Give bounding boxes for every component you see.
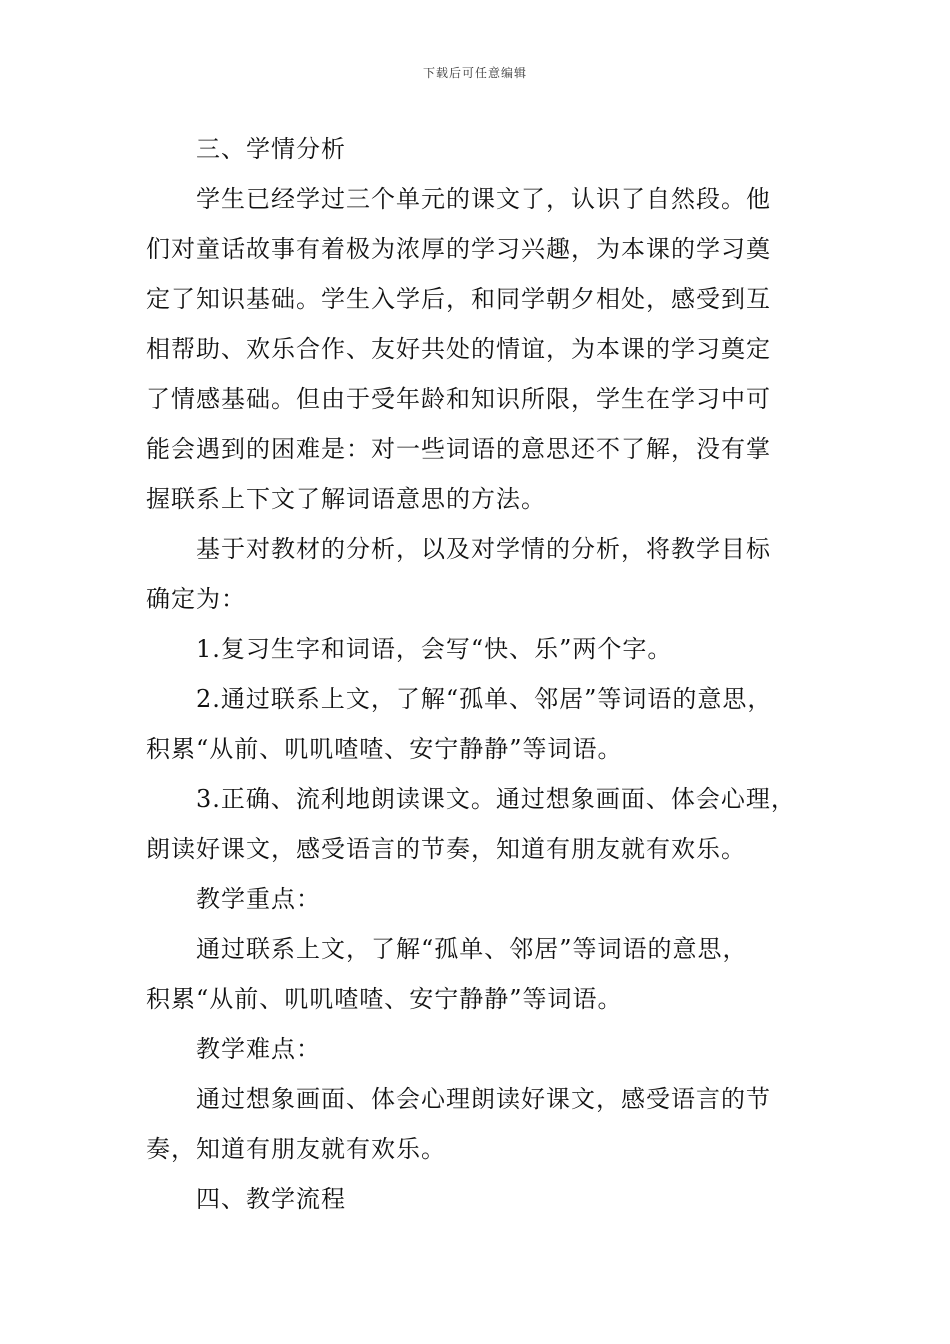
paragraph-line: 握联系上下文了解词语意思的方法。 [146,485,546,513]
paragraph-line: 奏，知道有朋友就有欢乐。 [146,1135,446,1163]
section-heading-learning-analysis: 三、学情分析 [196,135,346,163]
objective-item-2-cont: 积累“从前、叽叽喳喳、安宁静静”等词语。 [146,735,623,763]
paragraph-line: 积累“从前、叽叽喳喳、安宁静静”等词语。 [146,985,623,1013]
objective-item-3: 3.正确、流利地朗读课文。通过想象画面、体会心理， [196,785,796,813]
section-heading-teaching-process: 四、教学流程 [196,1185,346,1213]
key-points-heading: 教学重点： [196,885,321,913]
difficulties-heading: 教学难点： [196,1035,321,1063]
page-header: 下载后可任意编辑 [422,66,527,80]
paragraph-line: 相帮助、欢乐合作、友好共处的情谊，为本课的学习奠定 [146,335,771,363]
paragraph-line: 基于对教材的分析，以及对学情的分析，将教学目标 [196,535,771,563]
objective-item-1: 1.复习生字和词语，会写“快、乐”两个字。 [196,635,673,663]
paragraph-line: 确定为： [146,585,246,613]
paragraph-line: 们对童话故事有着极为浓厚的学习兴趣，为本课的学习奠 [146,235,771,263]
paragraph-line: 了情感基础。但由于受年龄和知识所限，学生在学习中可 [146,385,771,413]
paragraph-line: 能会遇到的困难是：对一些词语的意思还不了解，没有掌 [146,435,771,463]
objective-item-2: 2.通过联系上文，了解“孤单、邻居”等词语的意思， [196,685,773,713]
paragraph-line: 定了知识基础。学生入学后，和同学朝夕相处，感受到互 [146,285,771,313]
objective-item-3-cont: 朗读好课文，感受语言的节奏，知道有朋友就有欢乐。 [146,835,746,863]
paragraph-line: 学生已经学过三个单元的课文了，认识了自然段。他 [196,185,771,213]
paragraph-line: 通过想象画面、体会心理朗读好课文，感受语言的节 [196,1085,771,1113]
paragraph-line: 通过联系上文，了解“孤单、邻居”等词语的意思， [196,935,748,963]
